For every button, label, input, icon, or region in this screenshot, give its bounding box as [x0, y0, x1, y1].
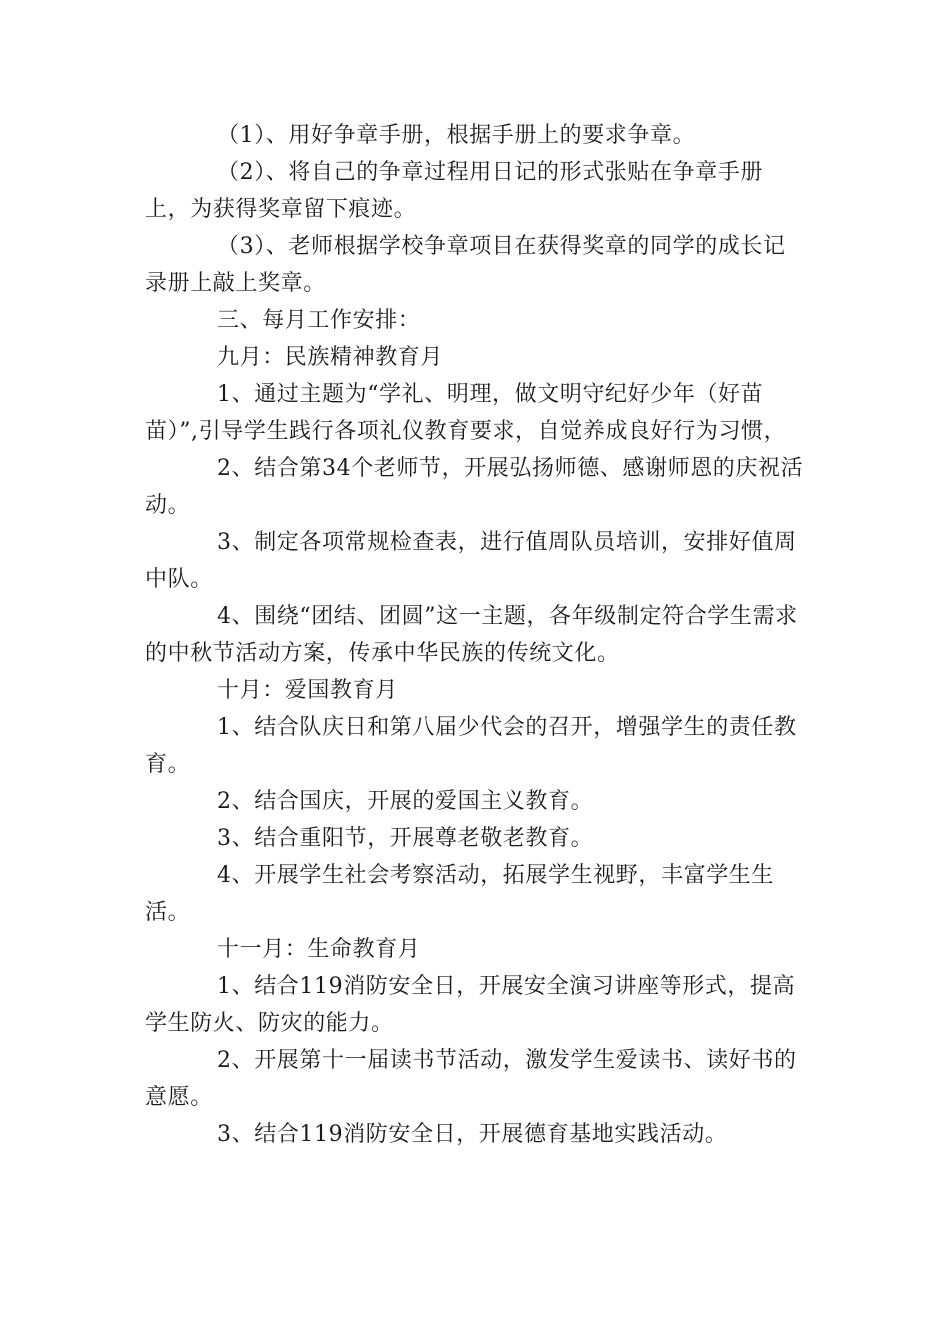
october-item-3: 3、结合重阳节，开展尊老敬老教育。 — [217, 826, 594, 851]
month-heading-october: 十月：爱国教育月 — [217, 678, 398, 703]
september-item-1: 1、通过主题为“学礼、明理，做文明守纪好少年（好苗苗）”,引导学生践行各项礼仪教育要求，自觉养成良好行为习惯， — [145, 382, 787, 444]
month-heading-september: 九月：民族精神教育月 — [217, 345, 444, 370]
paragraph-badge-1: （1）、用好争章手册，根据手册上的要求争章。 — [217, 123, 696, 148]
month-heading-november: 十一月：生命教育月 — [217, 937, 421, 962]
document-body — [145, 117, 805, 1153]
september-item-3: 3、制定各项常规检查表，进行值周队员培训，安排好值周中队。 — [145, 530, 797, 592]
paragraph-badge-2: （2）、将自己的争章过程用日记的形式张贴在争章手册上，为获得奖章留下痕迹。 — [145, 160, 763, 222]
november-item-2: 2、开展第十一届读书节活动，激发学生爱读书、读好书的意愿。 — [145, 1048, 797, 1110]
section-heading-monthly-plan: 三、每月工作安排： — [217, 308, 421, 333]
october-item-2: 2、结合国庆，开展的爱国主义教育。 — [217, 789, 594, 814]
september-item-4: 4、围绕“团结、团圆”这一主题，各年级制定符合学生需求的中秋节活动方案，传承中华民族的传统文化。 — [145, 604, 798, 666]
november-item-3: 3、结合119消防安全日，开展德育基地实践活动。 — [217, 1122, 728, 1147]
paragraph-badge-3: （3）、老师根据学校争章项目在获得奖章的同学的成长记录册上敲上奖章。 — [145, 234, 786, 296]
october-item-4: 4、开展学生社会考察活动，拓展学生视野，丰富学生生活。 — [145, 863, 774, 925]
september-item-2: 2、结合第34个老师节，开展弘扬师德、感谢师恩的庆祝活动。 — [145, 456, 804, 518]
november-item-1: 1、结合119消防安全日，开展安全演习讲座等形式，提高学生防火、防灾的能力。 — [145, 974, 796, 1036]
october-item-1: 1、结合队庆日和第八届少代会的召开，增强学生的责任教育。 — [145, 715, 797, 777]
